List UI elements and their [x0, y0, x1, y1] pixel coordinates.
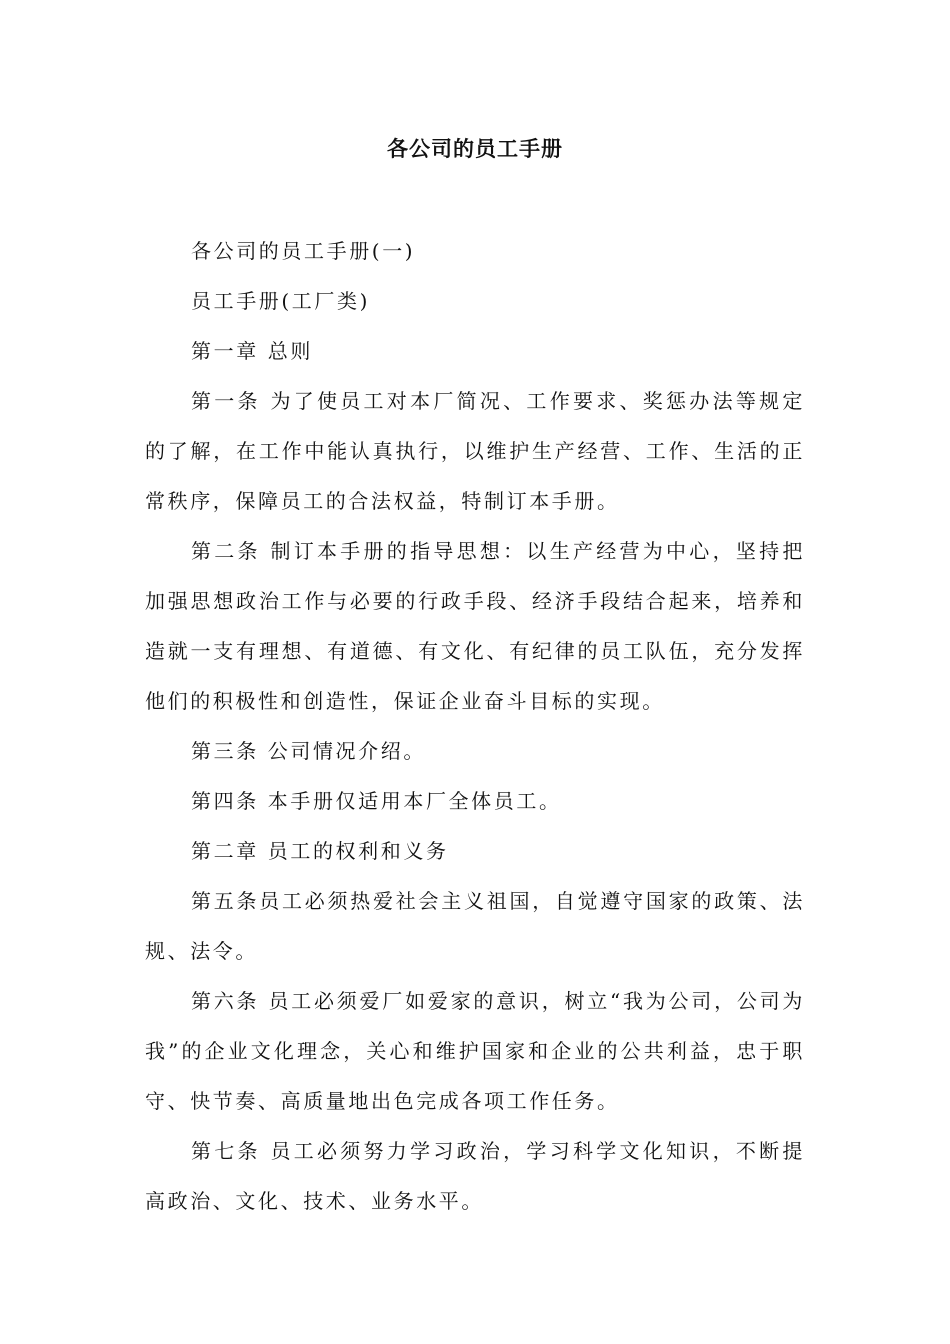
- paragraph-article-1: 第一条 为了使员工对本厂简况、工作要求、奖惩办法等规定的了解，在工作中能认真执行，以维护生产经营、工作、生活的正常秩序，保障员工的合法权益，特制订本手册。: [145, 389, 805, 513]
- paragraph-article-5: 第五条员工必须热爱社会主义祖国，自觉遵守国家的政策、法规、法令。: [145, 889, 805, 963]
- document-body: [145, 226, 805, 1226]
- paragraph-article-4: 第四条 本手册仅适用本厂全体员工。: [191, 789, 562, 813]
- paragraph-handbook-factory: 员工手册(工厂类): [191, 289, 371, 313]
- paragraph-chapter-two-heading: 第二章 员工的权利和义务: [191, 839, 449, 863]
- paragraph-handbook-part-one: 各公司的员工手册(一): [191, 239, 416, 263]
- paragraph-article-2: 第二条 制订本手册的指导思想：以生产经营为中心，坚持把加强思想政治工作与必要的行政手段、经济手段结合起来，培养和造就一支有理想、有道德、有文化、有纪律的员工队伍，充分发挥他们的积极性和创造性，保证企业奋斗目标的实现。: [145, 539, 805, 713]
- document-title: 各公司的员工手册: [387, 137, 563, 161]
- paragraph-chapter-one-heading: 第一章 总则: [191, 339, 313, 363]
- paragraph-article-7: 第七条 员工必须努力学习政治，学习科学文化知识，不断提高政治、文化、技术、业务水平。: [145, 1139, 805, 1213]
- paragraph-article-6: 第六条 员工必须爱厂如爱家的意识，树立“我为公司，公司为我”的企业文化理念，关心和维护国家和企业的公共利益，忠于职守、快节奏、高质量地出色完成各项工作任务。: [145, 989, 805, 1113]
- paragraph-article-3: 第三条 公司情况介绍。: [191, 739, 426, 763]
